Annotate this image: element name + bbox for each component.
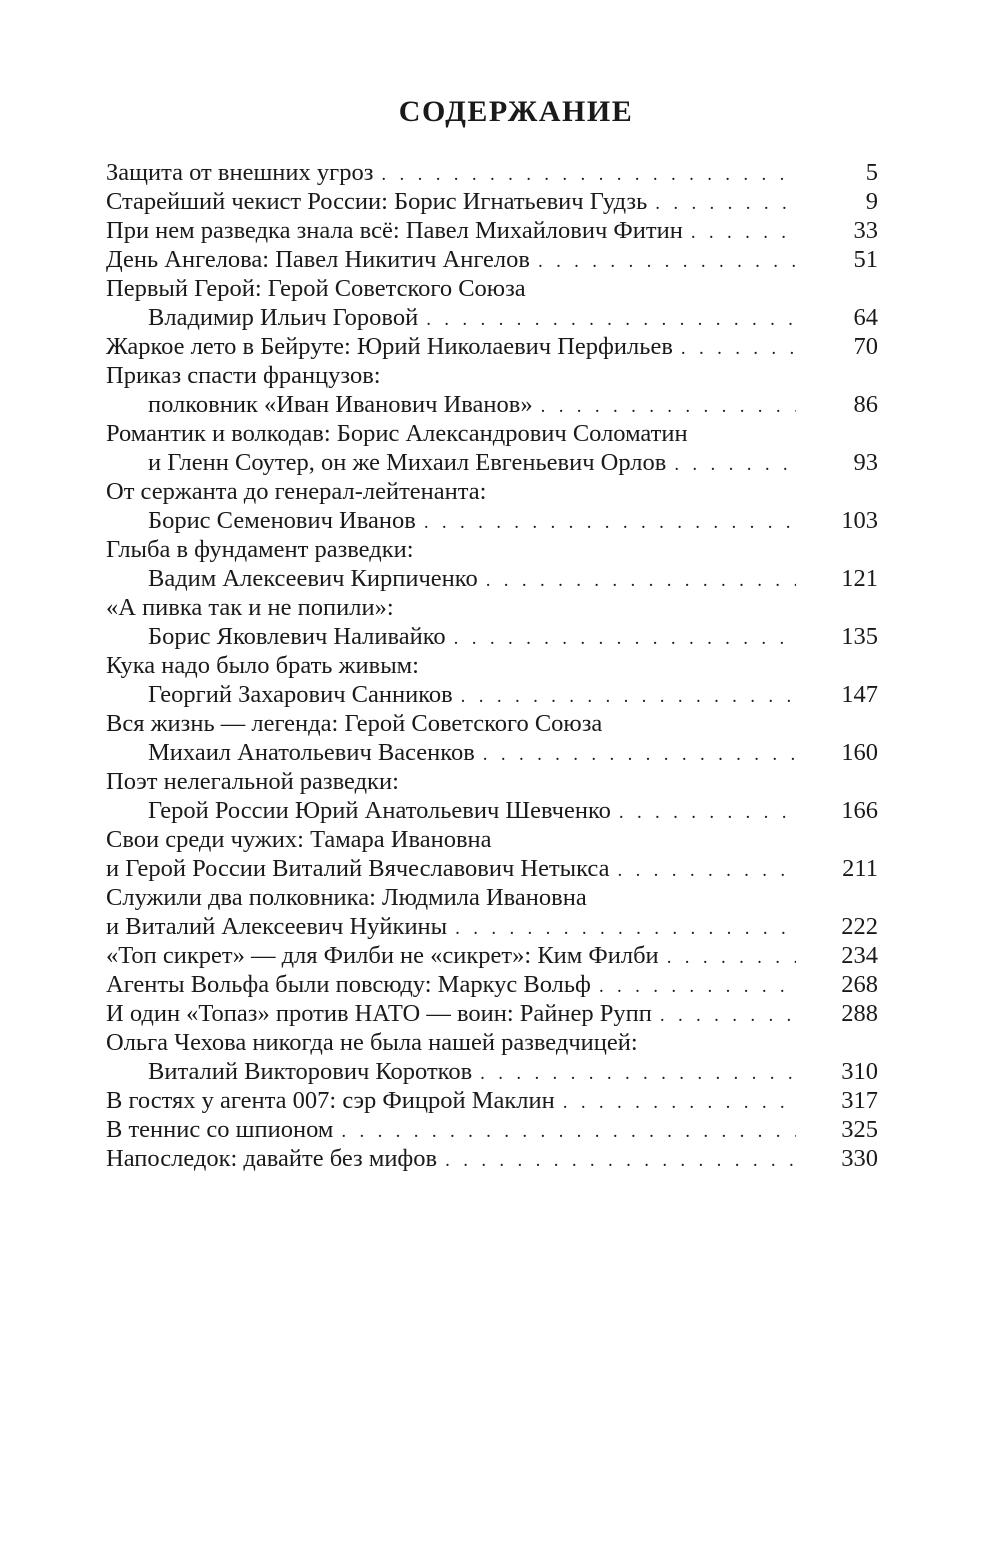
toc-entry-title: «Топ сикрет» — для Филби не «сикрет»: Ким Филби [106, 942, 659, 969]
page-title: СОДЕРЖАНИЕ [398, 95, 634, 128]
dot-leader [666, 450, 796, 477]
toc-entry-title: И один «Топаз» против НАТО — воин: Райнер Рупп [106, 1000, 652, 1027]
toc-entry [106, 941, 878, 970]
toc-entry [106, 1144, 878, 1173]
dot-leader [652, 1001, 796, 1028]
page-number: 317 [841, 1087, 878, 1114]
toc-entry-title: Борис Семенович Иванов [148, 507, 416, 534]
dot-leader [609, 856, 796, 883]
toc-entry-final-line [106, 999, 878, 1028]
toc-entry [106, 651, 878, 709]
toc-entry [106, 187, 878, 216]
dot-leader [453, 682, 796, 709]
dot-leader [416, 508, 796, 535]
toc-entry [106, 535, 878, 593]
toc-entry-final-line [106, 738, 878, 767]
page-number: 234 [841, 942, 878, 969]
page-number: 211 [842, 855, 878, 882]
toc-entry-final-line [106, 448, 878, 477]
page-number: 147 [841, 681, 878, 708]
toc-entry-final-line [106, 680, 878, 709]
dot-leader [555, 1088, 796, 1115]
dot-leader [478, 566, 796, 593]
toc-entry-title-line: Свои среди чужих: Тамара Ивановна [106, 826, 492, 853]
toc-entry-final-line [106, 245, 878, 274]
toc-entry-final-line [106, 158, 878, 187]
toc-entry-final-line [106, 941, 878, 970]
toc-entry-final-line [106, 216, 878, 245]
toc-entry [106, 332, 878, 361]
toc-entry [106, 216, 878, 245]
toc-entry-title: Старейший чекист России: Борис Игнатьевич Гудзь [106, 188, 648, 215]
toc-entry [106, 709, 878, 767]
toc-entry-title: В гостях у агента 007: сэр Фицрой Маклин [106, 1087, 555, 1114]
toc-entry-title-line: «А пивка так и не попили»: [106, 594, 394, 621]
toc-entry-final-line [106, 1144, 878, 1173]
dot-leader [447, 914, 796, 941]
dot-leader [437, 1146, 796, 1173]
toc-entry-final-line [106, 1057, 878, 1086]
dot-leader [472, 1059, 796, 1086]
dot-leader [373, 160, 796, 187]
toc-entry-title: При нем разведка знала всё: Павел Михайлович Фитин [106, 217, 683, 244]
dot-leader [475, 740, 796, 767]
toc-entry-title: День Ангелова: Павел Никитич Ангелов [106, 246, 530, 273]
toc-entry-title: Владимир Ильич Горовой [148, 304, 419, 331]
page-number: 135 [841, 623, 878, 650]
toc-entry-title: Жаркое лето в Бейруте: Юрий Николаевич Перфильев [106, 333, 673, 360]
dot-leader [673, 334, 796, 361]
page-number: 268 [841, 971, 878, 998]
toc-entry-final-line [106, 303, 878, 332]
toc-entry-title: Михаил Анатольевич Васенков [148, 739, 475, 766]
toc-entry-final-line [106, 854, 878, 883]
toc-entry [106, 825, 878, 883]
dot-leader [591, 972, 796, 999]
toc-entry-final-line [106, 912, 878, 941]
toc-entry-final-line [106, 390, 878, 419]
toc-list [106, 158, 878, 1173]
dot-leader [611, 798, 796, 825]
page-number: 86 [853, 391, 878, 418]
toc-entry [106, 158, 878, 187]
toc-entry [106, 419, 878, 477]
page-number: 166 [841, 797, 878, 824]
dot-leader [333, 1117, 796, 1144]
toc-entry-title: полковник «Иван Иванович Иванов» [148, 391, 533, 418]
toc-entry [106, 477, 878, 535]
toc-entry-title: Борис Яковлевич Наливайко [148, 623, 446, 650]
toc-entry-title: и Гленн Соутер, он же Михаил Евгеньевич Орлов [148, 449, 667, 476]
page-number: 310 [841, 1058, 878, 1085]
dot-leader [533, 392, 796, 419]
page-number: 121 [841, 565, 878, 592]
toc-entry [106, 970, 878, 999]
toc-entry [106, 883, 878, 941]
page-number: 64 [853, 304, 878, 331]
page-number: 93 [853, 449, 878, 476]
page-number: 330 [841, 1145, 878, 1172]
toc-entry-title-line: От сержанта до генерал-лейтенанта: [106, 478, 487, 505]
toc-entry-final-line [106, 564, 878, 593]
toc-entry-title-line: Романтик и волкодав: Борис Александрович Соломатин [106, 420, 688, 447]
toc-entry-title-line: Первый Герой: Герой Советского Союза [106, 275, 526, 302]
toc-entry-title: Георгий Захарович Санников [148, 681, 453, 708]
toc-entry [106, 361, 878, 419]
toc-entry-final-line [106, 1115, 878, 1144]
page-number: 70 [853, 333, 878, 360]
dot-leader [418, 305, 796, 332]
toc-entry-final-line [106, 187, 878, 216]
toc-entry-title: Герой России Юрий Анатольевич Шевченко [148, 797, 611, 824]
toc-entry-final-line [106, 970, 878, 999]
dot-leader [530, 247, 796, 274]
toc-entry [106, 245, 878, 274]
dot-leader [683, 218, 796, 245]
toc-entry-title: В теннис со шпионом [106, 1116, 334, 1143]
toc-entry [106, 593, 878, 651]
toc-entry-final-line [106, 796, 878, 825]
page-number: 288 [841, 1000, 878, 1027]
page-number: 325 [841, 1116, 878, 1143]
page-number: 5 [865, 159, 878, 186]
toc-entry-title-line: Ольга Чехова никогда не была нашей разведчицей: [106, 1029, 638, 1056]
dot-leader [659, 943, 796, 970]
toc-entry [106, 1115, 878, 1144]
toc-entry-title: и Герой России Виталий Вячеславович Нетыкса [106, 855, 610, 882]
page-number: 33 [853, 217, 878, 244]
toc-entry-final-line [106, 622, 878, 651]
toc-entry-title-line: Глыба в фундамент разведки: [106, 536, 414, 563]
toc-entry-title-line: Служили два полковника: Людмила Ивановна [106, 884, 587, 911]
toc-entry [106, 767, 878, 825]
toc-entry [106, 999, 878, 1028]
toc-entry [106, 1028, 878, 1086]
toc-entry-title-line: Кука надо было брать живым: [106, 652, 419, 679]
toc-entry-title-line: Поэт нелегальной разведки: [106, 768, 399, 795]
page-number: 9 [865, 188, 878, 215]
toc-entry [106, 274, 878, 332]
toc-entry-title-line: Приказ спасти французов: [106, 362, 381, 389]
dot-leader [647, 189, 796, 216]
toc-entry-title: Напоследок: давайте без мифов [106, 1145, 438, 1172]
toc-entry-title-line: Вся жизнь — легенда: Герой Советского Союза [106, 710, 603, 737]
toc-entry-final-line [106, 1086, 878, 1115]
toc-entry-title: Защита от внешних угроз [106, 159, 374, 186]
toc-entry-title: Агенты Вольфа были повсюду: Маркус Вольф [106, 971, 591, 998]
page-number: 103 [841, 507, 878, 534]
toc-entry [106, 1086, 878, 1115]
dot-leader [446, 624, 796, 651]
page-number: 222 [841, 913, 878, 940]
toc-entry-final-line [106, 332, 878, 361]
toc-entry-title: Виталий Викторович Коротков [148, 1058, 473, 1085]
page-number: 160 [841, 739, 878, 766]
toc-entry-title: Вадим Алексеевич Кирпиченко [148, 565, 478, 592]
toc-entry-final-line [106, 506, 878, 535]
page-number: 51 [853, 246, 878, 273]
toc-entry-title: и Виталий Алексеевич Нуйкины [106, 913, 448, 940]
